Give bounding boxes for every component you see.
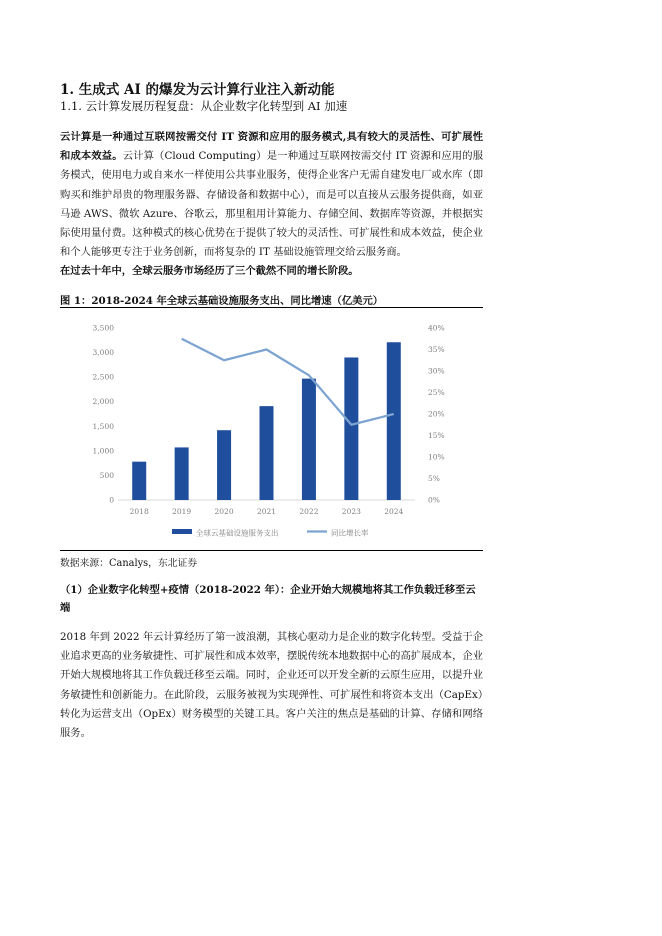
legend-line-label: 同比增长率 [331, 528, 369, 538]
growth-stages-lead: 在过去十年中，全球云服务市场经历了三个截然不同的增长阶段。 [60, 265, 359, 277]
legend-bar-swatch [172, 529, 192, 534]
y-right-tick-label: 15% [428, 431, 445, 440]
y-right-tick-label: 30% [428, 366, 445, 376]
y-left-tick-label: 3,500 [92, 323, 114, 333]
y-right-tick-label: 10% [428, 452, 445, 462]
intro-paragraph [60, 128, 483, 262]
bar [344, 357, 358, 500]
section-heading: 1. 生成式 AI 的爆发为云计算行业注入新动能 [60, 82, 335, 98]
x-tick-label: 2024 [384, 507, 404, 516]
bar [387, 342, 401, 500]
x-tick-label: 2020 [214, 507, 234, 516]
bar [302, 379, 316, 500]
x-tick-label: 2023 [341, 507, 361, 516]
growth-rate-line [182, 339, 394, 425]
y-right-tick-label: 20% [428, 409, 445, 419]
bar [260, 406, 274, 500]
intro-body: 云计算（Cloud Computing）是一种通过互联网按需交付 IT 资源和应用的服务模式，使用电力或自来水一样使用公共事业服务，使得企业客户无需自建发电厂或水库（即购买和维护昂贵的物理服务器、存储设备和数据中心），而是可以直接从云服务提供商，如亚马逊 AWS、微软 Azure、谷歌云，那里租用计算能力、存储空间、数据库等资源，并根据实际使用量付费。这种模式的核心优势在于提供了较大的灵活性、可扩展性和成本效益，使企业和个人能够更专注于业务创新，而将复杂的 IT 基础设施管理交给云服务商。 [60, 150, 483, 259]
figure-title: 图 1：2018-2024 年全球云基础设施服务支出、同比增速（亿美元） [60, 295, 384, 307]
bar [217, 430, 231, 500]
y-left-tick-label: 2,000 [92, 397, 114, 407]
y-left-tick-label: 500 [99, 470, 114, 480]
x-tick-label: 2019 [172, 507, 192, 516]
x-tick-label: 2022 [299, 507, 319, 516]
figure-bottom-rule [60, 550, 483, 551]
x-tick-label: 2021 [256, 507, 277, 516]
phase-one-body: 2018 年到 2022 年云计算经历了第一波浪潮，其核心驱动力是企业的数字化转型。受益于企业追求更高的业务敏捷性、可扩展性和成本效率，摆脱传统本地数据中心的高扩展成本，企业开始大规模地将其工作负载迁移至云端。同时，企业还可以开发全新的云原生应用，以提升业务敏捷性和创新能力。在此阶段，云服务被视为实现弹性、可扩展性和将资本支出（CapEx）转化为运营支出（OpEx）财务模型的关键工具。客户关注的焦点是基础的计算、存储和网络服务。 [60, 631, 483, 740]
y-left-tick-label: 1,000 [92, 446, 114, 456]
y-right-tick-label: 5% [428, 474, 440, 483]
y-right-tick-label: 0% [428, 495, 440, 505]
figure-top-rule [60, 307, 483, 308]
bar [175, 447, 189, 500]
legend-bar-label: 全球云基础设施服务支出 [196, 528, 279, 538]
y-left-tick-label: 3,000 [92, 348, 114, 358]
phase-one-heading: （1）企业数字化转型+疫情（2018-2022 年）：企业开始大规模地将其工作负载迁移至云端 [60, 584, 476, 614]
cloud-spending-chart [60, 312, 483, 544]
y-right-tick-label: 25% [428, 388, 445, 397]
y-left-tick-label: 0 [109, 495, 114, 505]
figure-source: 数据来源：Canalys，东北证券 [60, 558, 198, 569]
bar [132, 462, 146, 500]
y-left-tick-label: 1,500 [92, 421, 114, 431]
y-right-tick-label: 35% [428, 345, 445, 354]
intro-bold-lead: 云计算是一种通过互联网按需交付 IT 资源和应用的服务模式,具有较大的灵活性、可扩展性和成本效益。 [60, 131, 483, 163]
y-left-tick-label: 2,500 [92, 372, 114, 382]
y-right-tick-label: 40% [428, 323, 445, 333]
x-tick-label: 2018 [129, 507, 149, 516]
subsection-heading: 1.1. 云计算发展历程复盘：从企业数字化转型到 AI 加速 [60, 99, 348, 113]
